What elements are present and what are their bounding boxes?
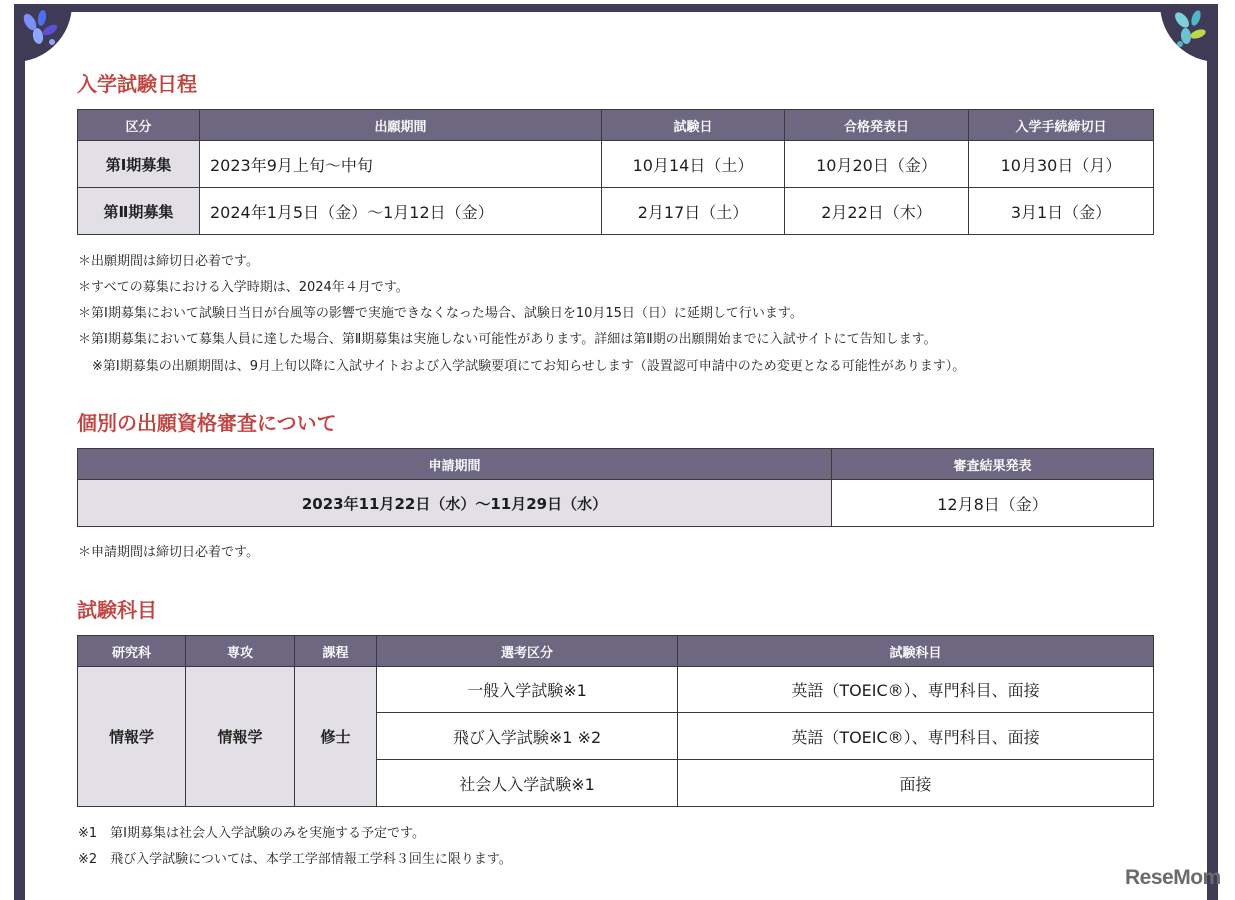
exam-subjects: 英語（TOEIC®）、専門科目、面接 [678, 667, 1154, 713]
review-title: 個別の出願資格審査について [77, 411, 337, 435]
exam-date: 2月17日（土） [602, 188, 785, 235]
major-cell: 情報学 [186, 667, 295, 807]
graduate-school-cell: 情報学 [78, 667, 186, 807]
petal-flower-icon [18, 8, 64, 54]
header-application-period: 出願期間 [200, 110, 602, 141]
division-label: 第Ⅱ期募集 [78, 188, 200, 235]
review-header-row [78, 449, 1154, 480]
petal-flower-icon [1168, 8, 1214, 54]
subjects-note: ※1 第Ⅰ期募集は社会人入学試験のみを実施する予定です。 [78, 826, 425, 841]
schedule-note: ※第Ⅰ期募集の出願期間は、9月上旬以降に入試サイトおよび入学試験要項にてお知らせします（設置認可申請中のため変更となる可能性があります）。 [92, 359, 966, 374]
application-period: 2023年9月上旬〜中旬 [200, 141, 602, 188]
course-cell: 修士 [295, 667, 377, 807]
frame-left-border [14, 4, 25, 900]
header-application-period: 申請期間 [78, 449, 832, 480]
header-course: 課程 [295, 636, 377, 667]
table-row [78, 188, 1154, 235]
enrollment-deadline: 10月30日（月） [969, 141, 1154, 188]
header-selection-type: 選考区分 [377, 636, 678, 667]
frame-top-border [14, 4, 1218, 12]
application-period: 2023年11月22日（水）〜11月29日（水） [78, 480, 832, 527]
exam-date: 10月14日（土） [602, 141, 785, 188]
subjects-note: ※2 飛び入学試験については、本学工学部情報工学科３回生に限ります。 [78, 852, 512, 867]
review-table [77, 448, 1154, 527]
selection-type: 飛び入学試験※1 ※2 [377, 713, 678, 760]
review-note: ＊申請期間は締切日必着です。 [78, 545, 259, 560]
resemom-watermark: ReseMom [1125, 866, 1221, 889]
result-date: 10月20日（金） [785, 141, 969, 188]
table-row [78, 141, 1154, 188]
schedule-header-row [78, 110, 1154, 141]
exam-subjects: 面接 [678, 760, 1154, 807]
exam-subjects: 英語（TOEIC®）、専門科目、面接 [678, 713, 1154, 760]
schedule-title: 入学試験日程 [77, 72, 197, 96]
result-date: 2月22日（木） [785, 188, 969, 235]
subjects-header-row [78, 636, 1154, 667]
table-row [78, 480, 1154, 527]
enrollment-deadline: 3月1日（金） [969, 188, 1154, 235]
schedule-note: ＊すべての募集における入学時期は、2024年４月です。 [78, 280, 409, 295]
application-period: 2024年1月5日（金）〜1月12日（金） [200, 188, 602, 235]
header-graduate-school: 研究科 [78, 636, 186, 667]
subjects-title: 試験科目 [77, 598, 157, 622]
schedule-note: ＊出願期間は締切日必着です。 [78, 254, 259, 269]
corner-ornament-right [1160, 4, 1218, 62]
header-enrollment-deadline: 入学手続締切日 [969, 110, 1154, 141]
header-exam-subjects: 試験科目 [678, 636, 1154, 667]
selection-type: 社会人入学試験※1 [377, 760, 678, 807]
selection-type: 一般入学試験※1 [377, 667, 678, 713]
corner-ornament-left [14, 4, 72, 62]
table-row [78, 667, 1154, 713]
header-division: 区分 [78, 110, 200, 141]
schedule-table [77, 109, 1154, 235]
header-result-date: 合格発表日 [785, 110, 969, 141]
schedule-note: ＊第Ⅰ期募集において募集人員に達した場合、第Ⅱ期募集は実施しない可能性があります。詳細は第Ⅱ期の出願開始までに入試サイトにて告知します。 [78, 332, 937, 347]
header-major: 専攻 [186, 636, 295, 667]
result-announcement: 12月8日（金） [832, 480, 1154, 527]
header-result-announcement: 審査結果発表 [832, 449, 1154, 480]
division-label: 第Ⅰ期募集 [78, 141, 200, 188]
schedule-note: ＊第Ⅰ期募集において試験日当日が台風等の影響で実施できなくなった場合、試験日を10月15日（日）に延期して行います。 [78, 306, 803, 321]
frame-right-border [1207, 4, 1218, 900]
header-exam-date: 試験日 [602, 110, 785, 141]
subjects-table [77, 635, 1154, 807]
